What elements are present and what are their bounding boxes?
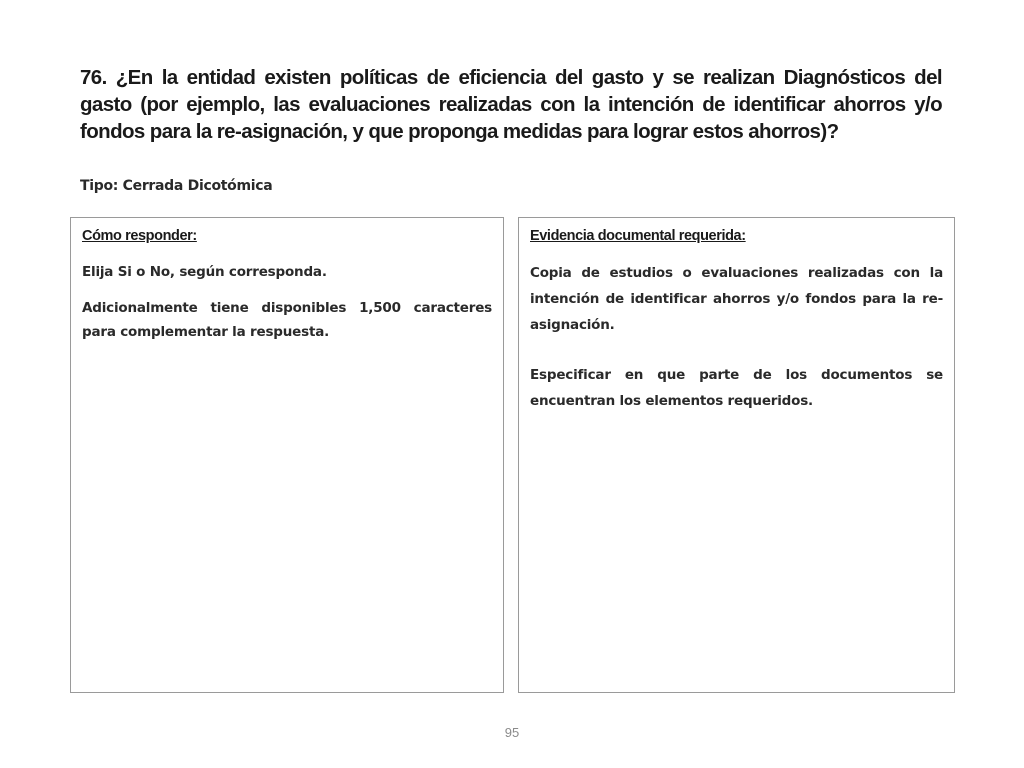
how-to-answer-paragraph: Adicionalmente tiene disponibles 1,500 caracteres para complementar la respuesta. [82,300,492,340]
how-to-answer-panel [70,217,504,693]
page-number: 95 [504,725,520,740]
question-title: 76. ¿En la entidad existen políticas de eficiencia del gasto y se realizan Diagnósticos del gasto (por ejemplo, las evaluaciones realizadas con la intención de identificar ahorros y/o fondos para la re-asignación, y que proponga medidas para lograr estos ahorros)? [80,66,942,143]
evidence-paragraph: Especificar en que parte de los documentos se encuentran los elementos requeridos. [530,367,943,409]
how-to-answer-paragraph: Elija Si o No, según corresponda. [82,264,327,280]
how-to-answer-heading: Cómo responder: [82,228,197,244]
question-type: Tipo: Cerrada Dicotómica [80,178,273,194]
evidence-panel [518,217,955,693]
evidence-paragraph: Copia de estudios o evaluaciones realizadas con la intención de identificar ahorros y/o fondos para la re-asignación. [530,265,943,333]
evidence-heading: Evidencia documental requerida: [530,228,746,244]
